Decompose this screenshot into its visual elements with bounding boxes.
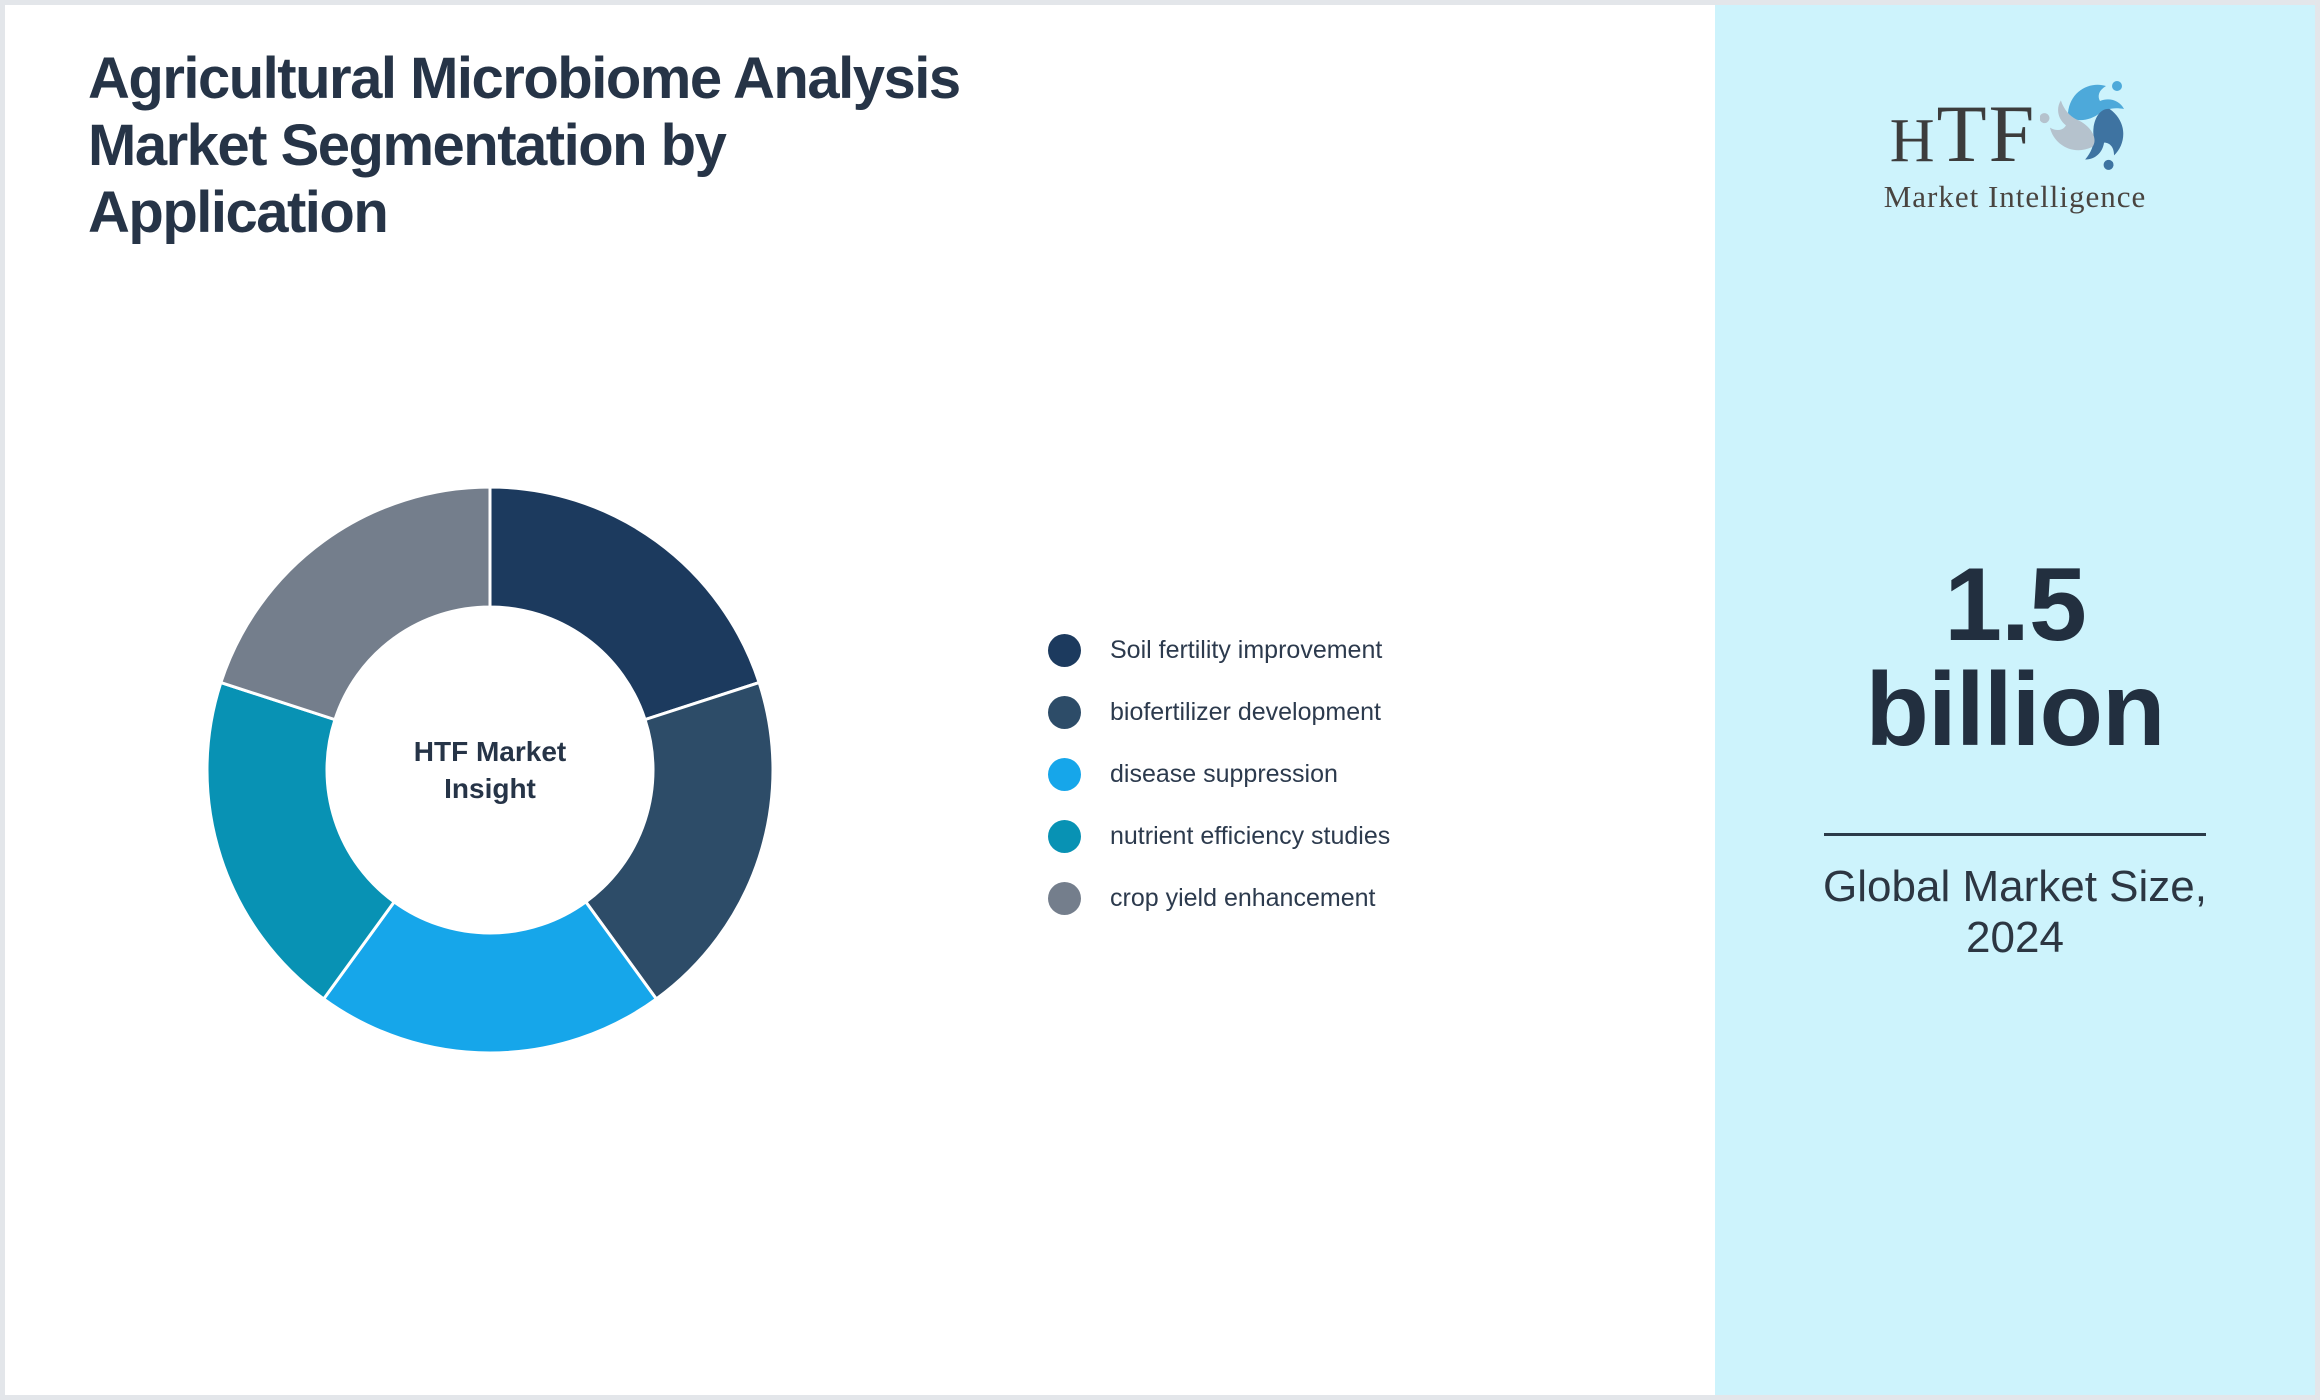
legend-swatch-icon (1048, 820, 1081, 853)
donut-chart[interactable] (200, 480, 780, 1060)
donut-chart-svg[interactable] (200, 480, 780, 1060)
legend-item[interactable] (1048, 758, 1390, 791)
donut-slice[interactable] (221, 487, 490, 720)
legend-item[interactable] (1048, 882, 1390, 915)
divider-line (1824, 833, 2206, 836)
market-size-caption: Global Market Size, 2024 (1823, 862, 2207, 962)
legend-swatch-icon (1048, 882, 1081, 915)
htf-logo-text: HTF (1889, 88, 2037, 179)
market-size-caption-wrap (1715, 861, 2315, 963)
chart-center-label: HTF Market Insight (413, 736, 567, 804)
legend-item[interactable] (1048, 820, 1390, 853)
legend-label: Soil fertility improvement (1110, 636, 1383, 664)
page-title-line-1: Agricultural Microbiome Analysis (88, 46, 960, 111)
page-title-line-2: Market Segmentation by (88, 113, 726, 178)
legend-label: crop yield enhancement (1110, 884, 1376, 912)
htf-logo (1715, 73, 2315, 215)
legend-swatch-icon (1048, 696, 1081, 729)
sidebar (1715, 5, 2315, 1395)
page-title (88, 45, 1088, 246)
legend-label: biofertilizer development (1110, 698, 1381, 726)
market-size-value-wrap (1715, 547, 2315, 768)
legend-label: disease suppression (1110, 760, 1338, 788)
donut-slice[interactable] (490, 487, 759, 720)
legend-label: nutrient efficiency studies (1110, 822, 1391, 850)
legend-swatch-icon (1048, 634, 1081, 667)
page-title-line-3: Application (88, 180, 388, 245)
legend-swatch-icon (1048, 758, 1081, 791)
legend-item[interactable] (1048, 634, 1390, 667)
dolphin-swirl-icon (2040, 73, 2140, 173)
market-size-value: 1.5 billion (1865, 547, 2165, 768)
htf-logo-subtext: Market Intelligence (1883, 179, 2147, 214)
chart-legend (1048, 634, 1390, 915)
legend-item[interactable] (1048, 696, 1390, 729)
